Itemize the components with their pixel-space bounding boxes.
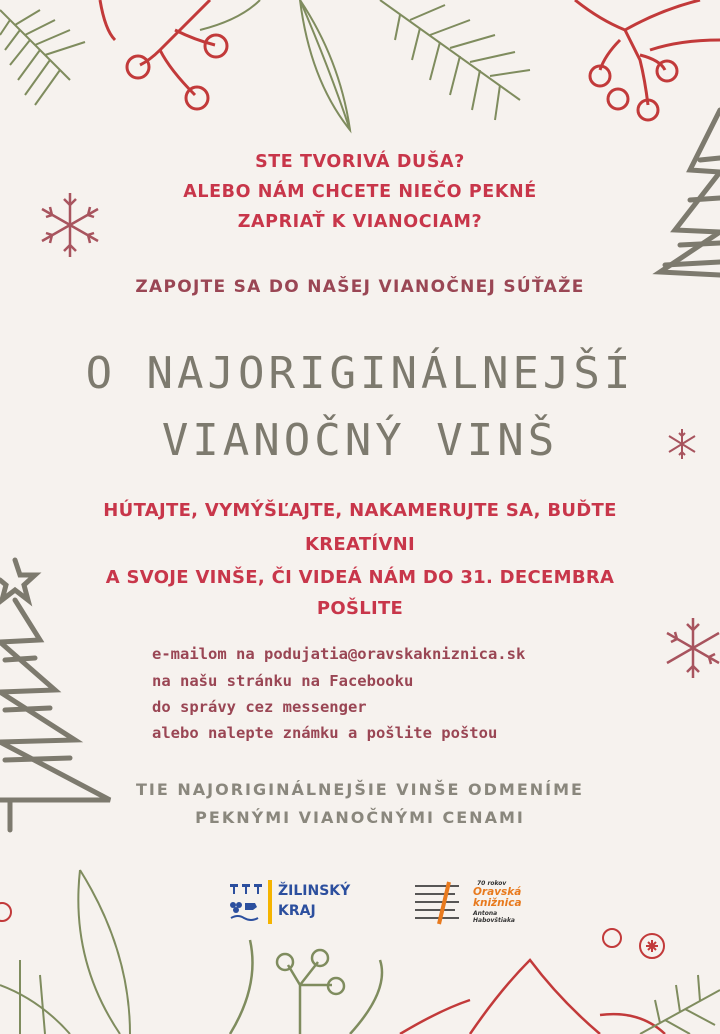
- red-berries-icon: [100, 0, 227, 109]
- library-name-4: Habovštiaka: [473, 917, 515, 924]
- pine-branch-icon: [0, 10, 85, 105]
- call-to-action: ZAPOJTE SA DO NAŠEJ VIANOČNEJ SÚŤAŽE: [135, 277, 585, 297]
- poinsettia-icon: [400, 960, 665, 1034]
- title-line-2: VIANOČNÝ VINŠ: [161, 415, 559, 466]
- zilinsky-kraj-label-2: KRAJ: [278, 903, 316, 919]
- reward-line-1: TIE NAJORIGINÁLNEJŠIE VINŠE ODMENÍME: [136, 780, 584, 799]
- channel-post: alebo nalepte známku a pošlite poštou: [152, 724, 498, 742]
- leaf-icon: [0, 870, 130, 1034]
- library-lines-icon: [415, 880, 463, 926]
- instructions-line-4: POŠLITE: [316, 598, 404, 619]
- red-berries-icon: [603, 929, 664, 958]
- library-anniversary: 70 rokov: [477, 880, 507, 887]
- green-berries-icon: [230, 940, 382, 1034]
- instructions-line-2: KREATÍVNI: [304, 534, 415, 555]
- library-name-1: Oravská: [473, 886, 522, 898]
- zilinsky-kraj-logo: [228, 880, 351, 930]
- oravska-kniznica-logo: [415, 878, 535, 928]
- instructions-line-1: HÚTAJTE, VYMÝŠĽAJTE, NAKAMERUJTE SA, BUĎTE: [103, 500, 617, 521]
- red-berries-icon: [0, 903, 11, 921]
- zilinsky-kraj-label-1: ŽILINSKÝ: [278, 883, 351, 899]
- pine-branch-icon: [640, 975, 720, 1034]
- leaf-icon: [200, 0, 350, 130]
- channel-email: e-mailom na podujatia@oravskakniznica.sk: [152, 645, 526, 663]
- intro-line-2: ALEBO NÁM CHCETE NIEČO PEKNÉ: [183, 182, 537, 202]
- library-name-3: Antona: [473, 910, 498, 917]
- channel-messenger: do správy cez messenger: [152, 698, 367, 716]
- library-name-2: knižnica: [473, 897, 522, 909]
- instructions-line-3: A SVOJE VINŠE, ČI VIDEÁ NÁM DO 31. DECEMBRA: [105, 567, 615, 588]
- title-line-1: O NAJORIGINÁLNEJŠÍ: [85, 348, 635, 399]
- snowflake-icon: [667, 618, 719, 678]
- intro-line-1: STE TVORIVÁ DUŠA?: [255, 152, 465, 172]
- reward-line-2: PEKNÝMI VIANOČNÝMI CENAMI: [195, 808, 525, 827]
- channel-facebook: na našu stránku na Facebooku: [152, 672, 414, 690]
- coat-of-arms-icon: [228, 880, 274, 924]
- pine-branch-icon: [380, 0, 530, 120]
- intro-line-3: ZAPRIAŤ K VIANOCIAM?: [237, 212, 483, 232]
- red-berries-icon: [575, 0, 720, 120]
